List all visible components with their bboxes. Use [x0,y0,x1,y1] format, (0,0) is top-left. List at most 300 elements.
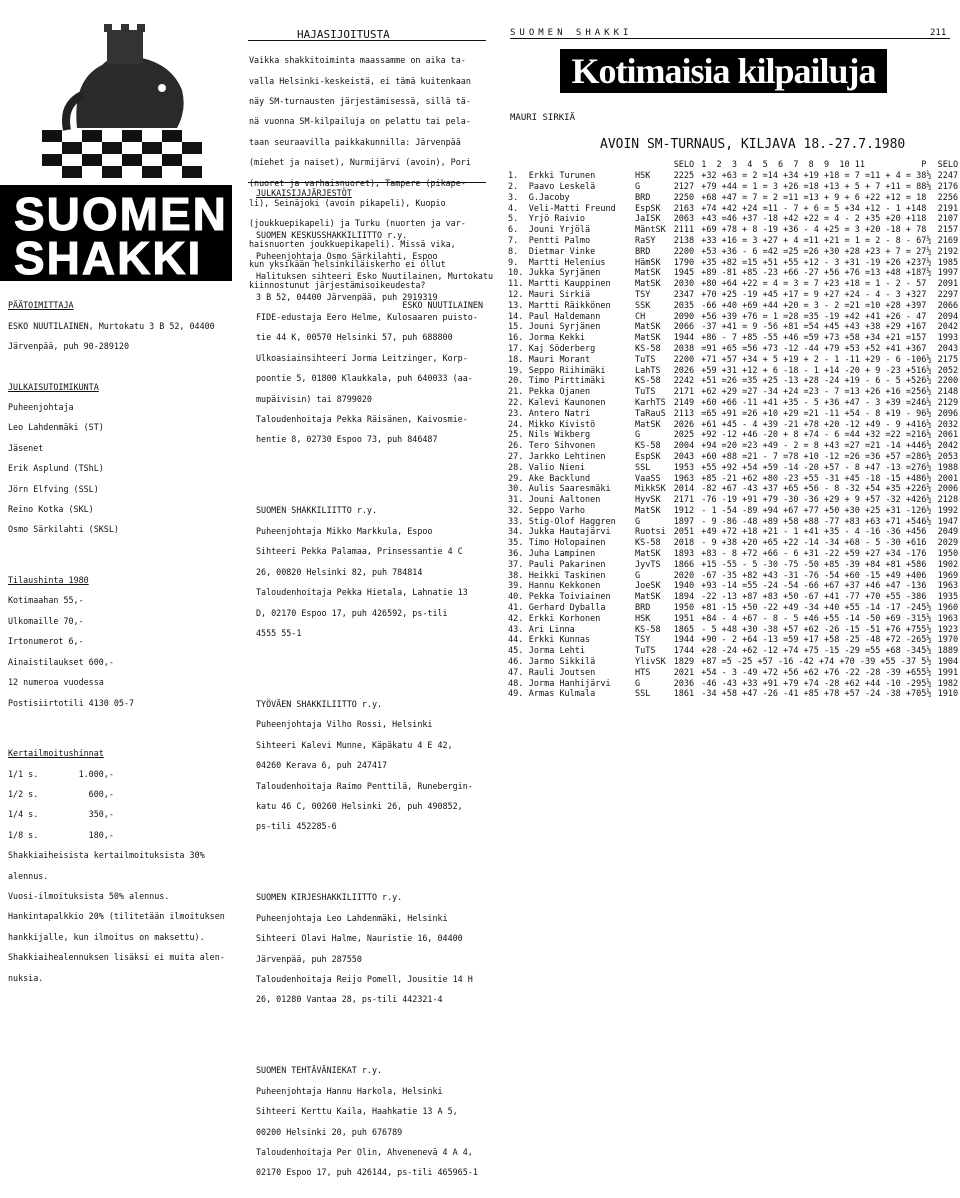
org-line: Puheenjohtaja Vilho Rossi, Helsinki [256,719,433,730]
editorial-line: Puheenjohtaja [8,402,74,413]
table-cell: 6½ [921,387,932,398]
table-cell: 19. [508,365,524,376]
table-row [508,592,960,603]
ads-line: nuksia. [8,972,44,983]
table-cell: G [635,516,641,527]
table-cell: 2018 [673,538,695,549]
table-cell: 31. [508,495,524,506]
table-row [508,344,960,355]
brand-banner [0,185,232,284]
table-cell: 1991 [937,667,959,678]
table-cell: 8½ [921,171,932,182]
table-cell: 8½ [921,181,932,192]
table-cell: JyvTS [635,559,661,570]
table-cell: 22. [508,397,524,408]
table-cell: +80 +64 +22 = 4 = 3 = 7 +23 +18 = 1 - 2 - 5 [701,279,922,290]
editorial-line: Jörn Elfving (SSL) [8,483,99,494]
table-row [508,290,960,301]
table-cell: Mikko Kivistö [528,419,596,430]
table-cell: 7 [921,300,927,311]
table-cell: 2225 [673,171,695,182]
table-cell: Yrjö Raivio [528,214,586,225]
org-line: poontie 5, 01800 Klaukkala, puh 640033 (aa- [256,373,473,384]
ads-line: 1/1 s. 1.000,- [8,768,114,779]
editorial-line: Osmo Särkilahti (SKSL) [8,524,119,535]
table-cell: 2043 [937,343,959,354]
table-cell: 2347 [673,289,695,300]
header-cell: P [921,160,927,171]
table-cell: KS-58 [635,441,661,452]
intro-line: valla Helsinki-keskeistä, ei tämä kuitenkaan [249,75,471,86]
table-cell: 1963 [937,613,959,624]
table-cell: 2157 [937,225,959,236]
table-cell: 2014 [673,484,695,495]
table-cell: 1893 [673,549,695,560]
table-cell: 23. [508,408,524,419]
table-cell: +60 +88 =21 - 7 =78 +10 -12 =26 =36 +57 =28 [701,451,922,462]
table-cell: KarhTS [635,397,666,408]
table-row [508,376,960,387]
table-cell: 20. [508,376,524,387]
table-cell: Nils Wikberg [528,430,591,441]
table-cell: 7 [921,343,927,354]
crosstable-header [508,160,960,171]
table-cell: 12. [508,289,524,300]
table-row [508,257,960,268]
table-cell: 2200 [673,354,695,365]
table-cell: 7 [921,289,927,300]
table-cell: 17. [508,343,524,354]
table-cell: +70 +25 -19 +45 +17 = 9 +27 +24 - 4 - 3 +32 [701,289,922,300]
header-cell: SELO [937,160,959,171]
table-cell: VaaSS [635,473,661,484]
table-cell: 1992 [937,505,959,516]
table-cell: 5½ [921,657,932,668]
table-cell: SSL [635,462,651,473]
table-cell: 46. [508,657,524,668]
knight-illustration [22,10,227,185]
table-cell: Pekka Ojanen [528,387,591,398]
table-cell: 2171 [673,387,695,398]
table-row [508,559,960,570]
table-row [508,462,960,473]
table-cell: 2. [508,181,519,192]
table-cell: 5½ [921,603,932,614]
running-header: SUOMEN SHAKKI [510,28,633,38]
table-row [508,300,960,311]
table-row [508,495,960,506]
table-cell: G [635,430,641,441]
org-line: mupäivisin) tai 8799020 [256,393,372,404]
table-cell: EspSK [635,203,661,214]
org-line: FIDE-edustaja Eero Helme, Kulosaaren puisto- [256,312,478,323]
table-cell: Paavo Leskelä [528,181,596,192]
table-cell: SSL [635,689,651,700]
table-row [508,203,960,214]
table-cell: 6½ [921,408,932,419]
office-line: Järvenpää, puh 90-289120 [8,341,130,352]
table-cell: 6 [921,592,927,603]
table-row [508,365,960,376]
table-row [508,171,960,182]
ads-line: 1/8 s. 180,- [8,829,114,840]
brand-line-2: SHAKKI [14,232,203,284]
table-row [508,236,960,247]
table-cell: 6 [921,527,927,538]
table-cell: 1997 [937,268,959,279]
org-line: SUOMEN KESKUSSHAKKILIITTO r.y. [256,230,408,241]
table-cell: Jouni Syrjänen [528,322,601,333]
table-cell: 6½ [921,365,932,376]
table-cell: 2297 [937,289,959,300]
org-line: 4555 55-1 [256,627,302,638]
table-cell: 2029 [937,538,959,549]
ads-line: Vuosi-ilmoituksista 50% alennus. [8,890,170,901]
table-cell: 1985 [937,257,959,268]
table-cell: 39. [508,581,524,592]
table-row [508,322,960,333]
table-cell: +43 =46 +37 -18 +42 +22 = 4 - 2 +35 +20 +11 [701,214,922,225]
table-cell: Jarkko Lehtinen [528,451,606,462]
table-cell: Kalevi Kaunonen [528,397,606,408]
table-cell: 1940 [673,581,695,592]
table-row [508,635,960,646]
table-cell: 32. [508,505,524,516]
table-cell: -66 +40 +69 +44 +20 = 3 - 2 =21 =10 +28 +39 [701,300,922,311]
table-cell: 2091 [937,279,959,290]
table-cell: 2169 [937,235,959,246]
table-cell: 6½ [921,451,932,462]
table-cell: Mauri Morant [528,354,591,365]
table-cell: 2200 [673,246,695,257]
table-cell: 6½ [921,484,932,495]
table-cell: 7½ [921,257,932,268]
table-row [508,398,960,409]
org-line: Puheenjohtaja Osmo Särkilahti, Espoo [256,250,438,261]
table-cell: MäntSK [635,225,666,236]
table-cell: 41. [508,603,524,614]
table-cell: 2052 [937,365,959,376]
table-cell: Martti Kauppinen [528,279,611,290]
table-cell: -46 -43 +33 +91 +79 +74 -28 +62 +44 -10 -29 [701,678,922,689]
table-cell: 2094 [937,311,959,322]
table-cell: +71 +57 +34 + 5 +19 + 2 - 1 -11 +29 - 6 -10 [701,354,922,365]
table-cell: 8 [921,203,927,214]
table-cell: Erkki Kunnas [528,635,591,646]
table-cell: JaISK [635,214,661,225]
table-cell: 33. [508,516,524,527]
table-cell: G.Jacoby [528,192,570,203]
article-title: Kotimaisia kilpailuja [560,49,887,93]
table-cell: 1950 [937,549,959,560]
table-cell: 2247 [937,171,959,182]
table-row [508,354,960,365]
table-cell: 2006 [937,484,959,495]
table-cell: 49. [508,689,524,700]
table-cell: 1744 [673,646,695,657]
org-line: 3 B 52, 04400 Järvenpää, puh 2919319 [256,291,438,302]
table-cell: 2066 [937,300,959,311]
table-row [508,667,960,678]
table-cell: Paul Haldemann [528,311,601,322]
org-line: Sihteeri Kalevi Munne, Käpäkatu 4 E 42, [256,739,453,750]
table-cell: 2138 [673,235,695,246]
org-line: 04260 Kerava 6, puh 247417 [256,760,388,771]
table-row [508,182,960,193]
table-cell: 1912 [673,505,695,516]
table-row [508,419,960,430]
table-cell: 2148 [937,387,959,398]
table-row [508,268,960,279]
intro-line: kiinnostunut järjestämisoikeudesta? [249,279,426,290]
page-number: 211 [930,28,947,38]
table-cell: 1. [508,171,519,182]
table-row [508,603,960,614]
table-cell: 6½ [921,462,932,473]
table-cell: 5½ [921,678,932,689]
table-cell: 1865 [673,624,695,635]
table-cell: 2192 [937,246,959,257]
table-cell: MatSK [635,268,661,279]
org-line: Puheenjohtaja Hannu Harkola, Helsinki [256,1085,443,1096]
table-cell: 2171 [673,495,695,506]
table-cell: Hannu Kekkonen [528,581,601,592]
subscription-line: Ulkomaille 70,- [8,615,84,626]
table-cell: KS-58 [635,624,661,635]
table-cell: 30. [508,484,524,495]
table-row [508,581,960,592]
brand-line-1: SUOMEN [14,188,228,240]
table-cell: =91 +65 =56 +73 -12 -44 +79 +53 +52 +41 +36 [701,343,922,354]
office-line: ESKO NUUTILAINEN, Murtokatu 3 B 52, 04400 [8,320,215,331]
table-cell: 6 [921,559,927,570]
intro-line: (nuoret ja varhaisnuoret), Tampere (pikape- [249,177,466,188]
org-line: SUOMEN TEHTÄVÄNIEKAT r.y. [256,1065,383,1076]
table-cell: 43. [508,624,524,635]
table-cell: 29. [508,473,524,484]
table-cell: -34 +58 +47 -26 -41 +85 +78 +57 -24 -38 +70 [701,689,922,700]
table-cell: Seppo Riihimäki [528,365,606,376]
table-cell: 16. [508,333,524,344]
table-row [508,613,960,624]
table-cell: Timo Pirttimäki [528,376,606,387]
table-cell: 28. [508,462,524,473]
table-cell: 2025 [673,430,695,441]
table-cell: 1944 [673,333,695,344]
table-cell: KS-58 [635,538,661,549]
table-cell: 1935 [937,592,959,603]
table-cell: 2090 [673,311,695,322]
table-row [508,570,960,581]
table-cell: 1866 [673,559,695,570]
table-row [508,333,960,344]
table-cell: 2096 [937,408,959,419]
table-cell: 2004 [673,441,695,452]
table-cell: 7½ [921,235,932,246]
table-cell: 6½ [921,419,932,430]
table-cell: +85 -21 +62 +80 -23 +55 -31 +45 -18 -15 +48 [701,473,922,484]
table-cell: - 1 -54 -89 +94 +67 +77 +50 +30 +25 +31 -12 [701,505,922,516]
ads-heading: Kertailmoitushinnat [8,748,104,759]
table-cell: 2242 [673,376,695,387]
ads-line: Shakkiaihealennuksen lisäksi ei muita alen- [8,952,225,963]
table-cell: 1963 [673,473,695,484]
table-row [508,279,960,290]
table-cell: Jukka Hautajärvi [528,527,611,538]
table-cell: +15 -55 - 5 -30 -75 -50 +85 -39 +84 +81 +58 [701,559,922,570]
table-cell: Valio Nieni [528,462,586,473]
org-line: ps-tili 452285-6 [256,821,337,832]
intro-line: haisnuorten joukkuepikapeli). Missä vika, [249,238,456,249]
table-cell: =65 +91 =26 +10 +29 =21 -11 +54 - 8 +19 - 9 [701,408,922,419]
table-cell: +35 +82 =15 +51 +55 +12 - 3 +31 -19 +26 +23 [701,257,922,268]
table-cell: +87 =5 -25 +57 -16 -42 +74 +70 -39 +55 -37 [701,657,917,668]
table-cell: 26. [508,441,524,452]
ads-line: alennus. [8,870,49,881]
table-cell: -76 -19 +91 +79 -30 -36 +29 + 9 +57 -32 +42 [701,495,922,506]
table-cell: 2030 [673,279,695,290]
table-cell: Pauli Pakarinen [528,559,606,570]
table-cell: 6. [508,225,519,236]
table-cell: Aulis Saaresmäki [528,484,611,495]
table-cell: 10. [508,268,524,279]
table-cell: MatSK [635,279,661,290]
table-cell: Heikki Taskinen [528,570,606,581]
table-row [508,527,960,538]
table-cell: KS-58 [635,376,661,387]
publishers-heading: JULKAISIJAJÄRJESTÖT [256,188,352,198]
table-cell: 2042 [937,322,959,333]
org-line: 02170 Espoo 17, puh 426144, ps-tili 465965-1 [256,1167,478,1178]
table-cell: 5½ [921,689,932,700]
table-cell: Rauli Joutsen [528,667,596,678]
table-cell: TaRauS [635,408,666,419]
header-cell [508,160,525,171]
table-cell: 6½ [921,397,932,408]
table-cell: 1945 [673,268,695,279]
table-cell: 2051 [673,527,695,538]
org-block [256,220,493,455]
table-row [508,430,960,441]
org-line: 26, 01280 Vantaa 28, ps-tili 442321-4 [256,994,443,1005]
header-cell [635,160,674,171]
table-cell: G [635,570,641,581]
table-cell: 2026 [673,419,695,430]
table-cell: +56 +39 +76 = 1 =28 =35 -19 +42 +41 +26 - 4 [701,311,922,322]
org-line: 00200 Helsinki 20, puh 676789 [256,1126,403,1137]
table-cell: Jouni Aaltonen [528,495,601,506]
table-cell: BRD [635,246,651,257]
table-cell: Antero Natri [528,408,591,419]
table-cell: 2176 [937,181,959,192]
org-line: Puheenjohtaja Mikko Markkula, Espoo [256,525,433,536]
org-line: Taloudenhoitaja Reijo Pomell, Jousitie 14 H [256,974,473,985]
table-cell: HTS [635,667,651,678]
table-cell: Erkki Korhonen [528,613,601,624]
table-cell: TuTS [635,354,656,365]
intro-line: Vaikka shakkitoiminta maassamme on aika ta- [249,55,466,66]
table-cell: +74 +42 +24 =11 - 7 + 6 = 5 +34 +12 - 1 +14 [701,203,922,214]
table-row [508,506,960,517]
masthead-info [8,290,233,993]
org-block [256,882,488,1015]
table-cell: +93 -14 =55 -24 -54 -66 +67 +37 +46 +47 -13 [701,581,922,592]
table-cell: 2107 [937,214,959,225]
ads-line: Hankintapalkkio 20% (tilitetään ilmoituksen [8,911,225,922]
table-cell: 35. [508,538,524,549]
table-cell: 2038 [673,343,695,354]
table-row [508,408,960,419]
table-cell: LahTS [635,365,661,376]
table-cell: +89 -81 +85 -23 +66 -27 +56 +76 =13 +48 +18 [701,268,922,279]
table-cell: 7½ [921,268,932,279]
table-cell: 2035 [673,300,695,311]
table-cell: Seppo Varho [528,505,586,516]
table-cell: +90 - 2 +64 -13 =59 +17 +58 -25 -48 +72 -26 [701,635,922,646]
intro-line: li), Seinäjoki (avoin pikapeli), Kuopio [249,198,446,209]
editorial-line: Jäsenet [8,442,44,453]
table-cell: +84 - 4 +67 - 8 - 5 +46 +55 -14 -50 +69 -31 [701,613,922,624]
table-cell: - 9 +38 +20 +65 +22 -14 -34 +68 - 5 -30 +61 [701,538,922,549]
table-cell: 1947 [937,516,959,527]
table-cell: Pentti Palmo [528,235,591,246]
table-cell: 5½ [921,624,932,635]
editorial-line: Leo Lahdenmäki (ST) [8,422,104,433]
table-cell: HSK [635,171,651,182]
table-cell: 2113 [673,408,695,419]
table-cell: EspSK [635,451,661,462]
org-line: Ulkoasiainsihteeri Jorma Leitzinger, Korp- [256,352,468,363]
table-cell: MatSK [635,322,661,333]
table-cell: +61 +45 - 4 +39 -21 +78 +20 -12 +49 - 9 +41 [701,419,922,430]
table-cell: Tero Sihvonen [528,441,596,452]
table-cell: 2061 [937,430,959,441]
table-cell: 1960 [937,603,959,614]
table-cell: 1904 [937,657,959,668]
table-cell: 5. [508,214,519,225]
table-cell: 1861 [673,689,695,700]
table-cell: 2020 [673,570,695,581]
table-cell: SSK [635,300,651,311]
table-cell: 40. [508,592,524,603]
table-cell: 3. [508,192,519,203]
table-cell: Juha Lampinen [528,549,596,560]
table-cell: 8 [921,192,927,203]
table-cell: 44. [508,635,524,646]
table-cell: 2026 [673,365,695,376]
table-cell: -22 -13 +87 +83 +50 -67 +41 -77 +70 +55 -38 [701,592,922,603]
table-cell: MatSK [635,549,661,560]
org-line: Puheenjohtaja Leo Lahdenmäki, Helsinki [256,912,448,923]
table-cell: 1988 [937,462,959,473]
table-cell: - 5 +48 +30 -38 +57 +62 -26 -15 -51 +76 +75 [701,624,922,635]
table-cell: +32 +63 = 2 =14 +34 +19 +18 = 7 =11 + 4 = 3 [701,171,922,182]
table-cell: +62 +29 =27 -34 +24 =23 - 7 =13 +26 +16 =25 [701,387,922,398]
table-cell: Jukka Syrjänen [528,268,601,279]
table-cell: 37. [508,559,524,570]
table-cell: 1894 [673,592,695,603]
table-cell: Dietmar Vinke [528,246,596,257]
table-cell: 13. [508,300,524,311]
table-cell: 1923 [937,624,959,635]
table-cell: 1897 [673,516,695,527]
table-cell: 6½ [921,354,932,365]
table-row [508,516,960,527]
table-cell: Timo Holopainen [528,538,606,549]
table-cell: 2128 [937,495,959,506]
table-cell: +68 +47 = 7 = 2 =11 =13 + 9 + 6 +22 +12 = 1 [701,192,922,203]
table-cell: BRD [635,192,651,203]
